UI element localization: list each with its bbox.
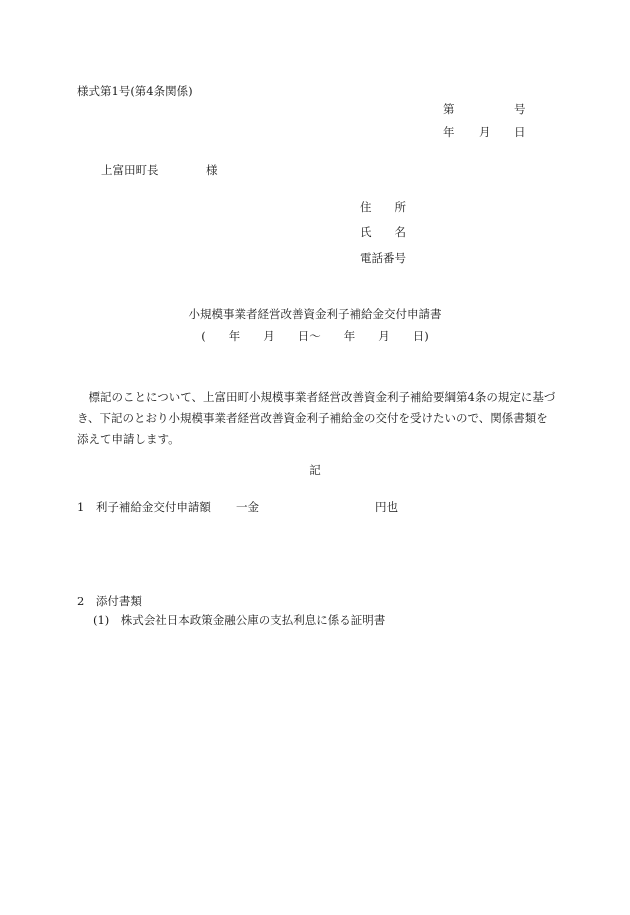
- ki-heading: 記: [309, 463, 321, 477]
- date-year-label: 年: [443, 125, 455, 139]
- item-2-subitem-1: (1) 株式会社日本政策金融公庫の支払利息に係る証明書: [93, 613, 386, 627]
- item-2-label: 2 添付書類: [77, 594, 142, 608]
- addressee-name: 上富田町長: [101, 163, 159, 177]
- document-number-suffix: 号: [514, 102, 526, 116]
- addressee-honorific: 様: [206, 163, 218, 177]
- item-1-currency-unit: 円也: [375, 500, 398, 514]
- applicant-address-label: 住 所: [360, 200, 406, 214]
- applicant-phone-label: 電話番号: [360, 251, 406, 265]
- applicant-name-label: 氏 名: [360, 225, 406, 239]
- document-period: ( 年 月 日〜 年 月 日): [201, 329, 429, 343]
- item-1-label: 1 利子補給金交付申請額: [77, 500, 211, 514]
- document-title: 小規模事業者経営改善資金利子補給金交付申請書: [188, 307, 442, 321]
- body-paragraph: 標記のことについて、上富田町小規模事業者経営改善資金利子補給要綱第4条の規定に基づき、下記のとおり小規模事業者経営改善資金利子補給金の交付を受けたいので、関係書類を添えて申請します。: [77, 390, 556, 446]
- form-number: 様式第1号(第4条関係): [77, 84, 193, 98]
- document-number-prefix: 第: [443, 102, 455, 116]
- date-day-label: 日: [514, 125, 526, 139]
- item-1-currency-prefix: 一金: [236, 500, 259, 514]
- date-month-label: 月: [479, 125, 491, 139]
